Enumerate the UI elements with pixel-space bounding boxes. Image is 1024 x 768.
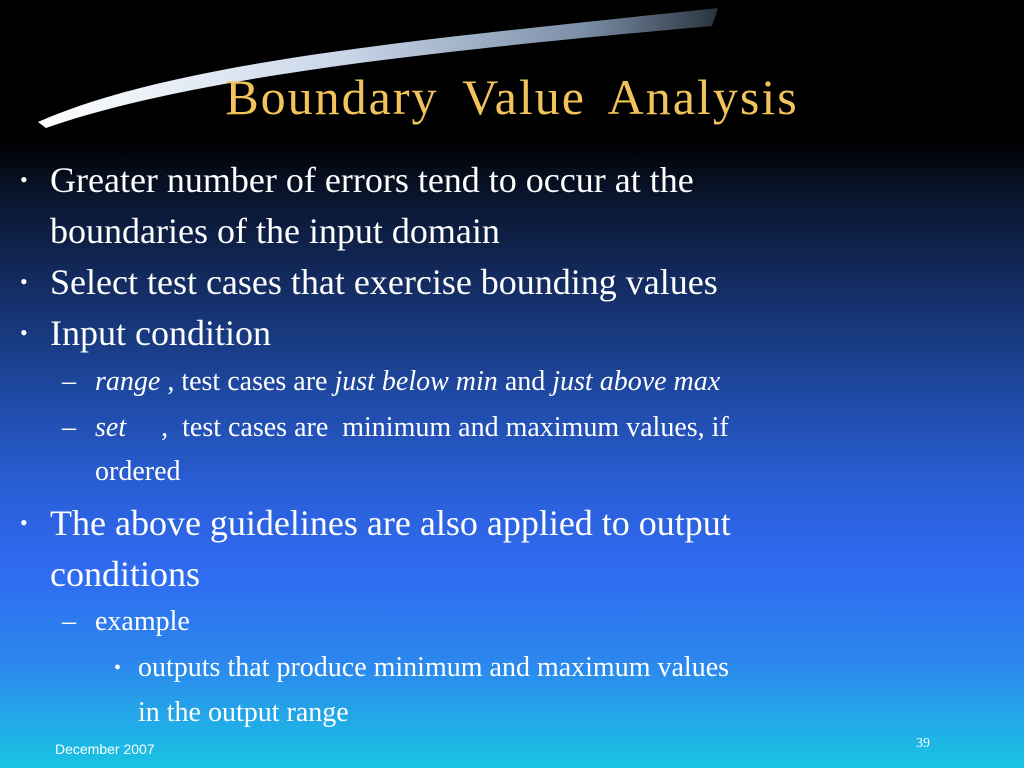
footer-date: December 2007	[55, 741, 155, 757]
sub-item-range	[95, 360, 720, 404]
bullet-4-line-2: conditions	[50, 554, 200, 594]
bullet-1-line-1: Greater number of errors tend to occur at the	[50, 160, 694, 200]
sub-item-example: example	[95, 606, 190, 637]
range-and: and	[497, 366, 553, 397]
bullet-3: Input condition	[50, 313, 271, 353]
bullet-dot: •	[20, 167, 28, 192]
sub-item-set	[95, 406, 729, 450]
set-term: set	[95, 412, 127, 443]
sub-dash: –	[62, 366, 76, 397]
sub-item-set-line-2: ordered	[95, 456, 181, 487]
page-number: 39	[916, 736, 930, 751]
range-mid: , test cases are	[160, 366, 335, 397]
subsub-dot: •	[114, 657, 122, 679]
bullet-1-line-2: boundaries of the input domain	[50, 211, 500, 251]
range-em-above: just above max	[552, 366, 721, 397]
bullet-4-line-1: The above guidelines are also applied to output	[50, 503, 731, 543]
range-term: range	[95, 366, 161, 397]
bullet-dot: •	[20, 510, 28, 535]
sub-dash: –	[62, 606, 76, 637]
subsub-item-line-2: in the output range	[138, 697, 349, 728]
bullet-dot: •	[20, 269, 28, 294]
range-em-below: just below min	[334, 366, 498, 397]
bullet-2: Select test cases that exercise bounding values	[50, 262, 718, 302]
set-rest: , test cases are minimum and maximum values, if	[126, 412, 729, 443]
subsub-item-line-1: outputs that produce minimum and maximum values	[138, 652, 730, 683]
bullet-dot: •	[20, 320, 28, 345]
sub-dash: –	[62, 412, 76, 443]
slide-title: Boundary Value Analysis	[225, 69, 799, 125]
